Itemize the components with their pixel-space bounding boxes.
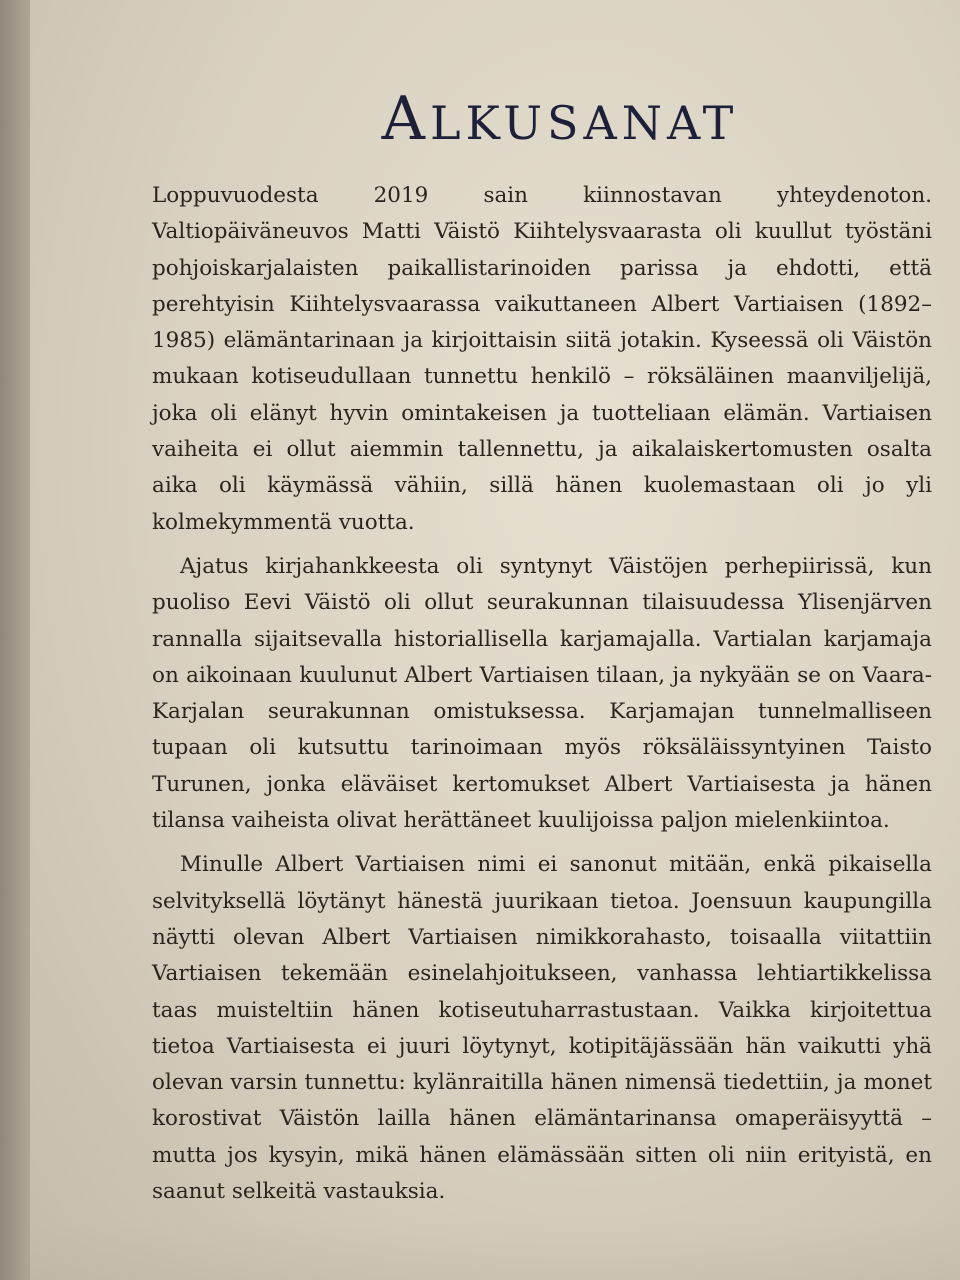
paragraph-2: Ajatus kirjahankkeesta oli syntynyt Väistöjen perhepiirissä, kun puoliso Eevi Väistö oli ollut seurakunnan tilaisuudessa Ylisenjärven rannalla sijaitsevalla historiallisella karjamajalla. Vartialan karjamaja on aikoinaan kuulunut Albert Vartiaisen tilaan, ja nykyään se on Vaara-Karjalan seurakunnan omistuksessa. Karjamajan tunnelmalliseen tupaan oli kutsuttu tarinoimaan myös röksäläissyntyinen Taisto Turunen, jonka eläväiset kertomukset Albert Vartiaisesta ja hänen tilansa vaiheista olivat herättäneet kuulijoissa paljon mielenkiintoa.	[152, 553, 932, 834]
paragraph-1: Loppuvuodesta 2019 sain kiinnostavan yhteydenoton. Valtiopäiväneuvos Matti Väistö Kiihtelysvaarasta oli kuullut työstäni pohjoiskarjalaisten paikallistarinoiden parissa ja ehdotti, että perehtyisin Kiihtelysvaarassa vaikuttaneen Albert Vartiaisen (1892–1985) elämäntarinaan ja kirjoittaisin siitä jotakin. Kyseessä oli Väistön mukaan kotiseudullaan tunnettu henkilö – röksäläinen maanviljelijä, joka oli elänyt hyvin omintakeisen ja tuotteliaan elämän. Vartiaisen vaiheita ei ollut aiemmin tallennettu, ja aikalaiskertomusten osalta aika oli käymässä vähiin, sillä hänen kuolemastaan oli jo yli kolmekymmentä vuotta.	[152, 183, 932, 535]
page-bottom-shading	[30, 1220, 960, 1280]
chapter-title-rest: LKUSANAT	[429, 96, 739, 150]
chapter-title	[30, 84, 960, 154]
chapter-title-initial: A	[381, 84, 430, 154]
paragraph-3: Minulle Albert Vartiaisen nimi ei sanonut mitään, enkä pikaisella selvityksellä löytänyt hänestä juurikaan tietoa. Joensuun kaupungilla näytti olevan Albert Vartiaisen nimikkorahasto, toisaalla viitattiin Vartiaisen tekemään esinelahjoitukseen, vanhassa lehtiartikkelissa taas muisteltiin hänen kotiseutuharrastustaan. Vaikka kirjoitettua tietoa Vartiaisesta ei juuri löytynyt, kotipitäjässään hän vaikutti yhä olevan varsin tunnettu: kylänraitilla hänen nimensä tiedettiin, ja monet korostivat Väistön lailla hänen elämäntarinansa omaperäisyyttä – mutta jos kysyin, mikä hänen elämässään sitten oli niin erityistä, en saanut selkeitä vastauksia.	[152, 852, 932, 1205]
body-text	[152, 178, 932, 1210]
book-page	[30, 0, 960, 1280]
